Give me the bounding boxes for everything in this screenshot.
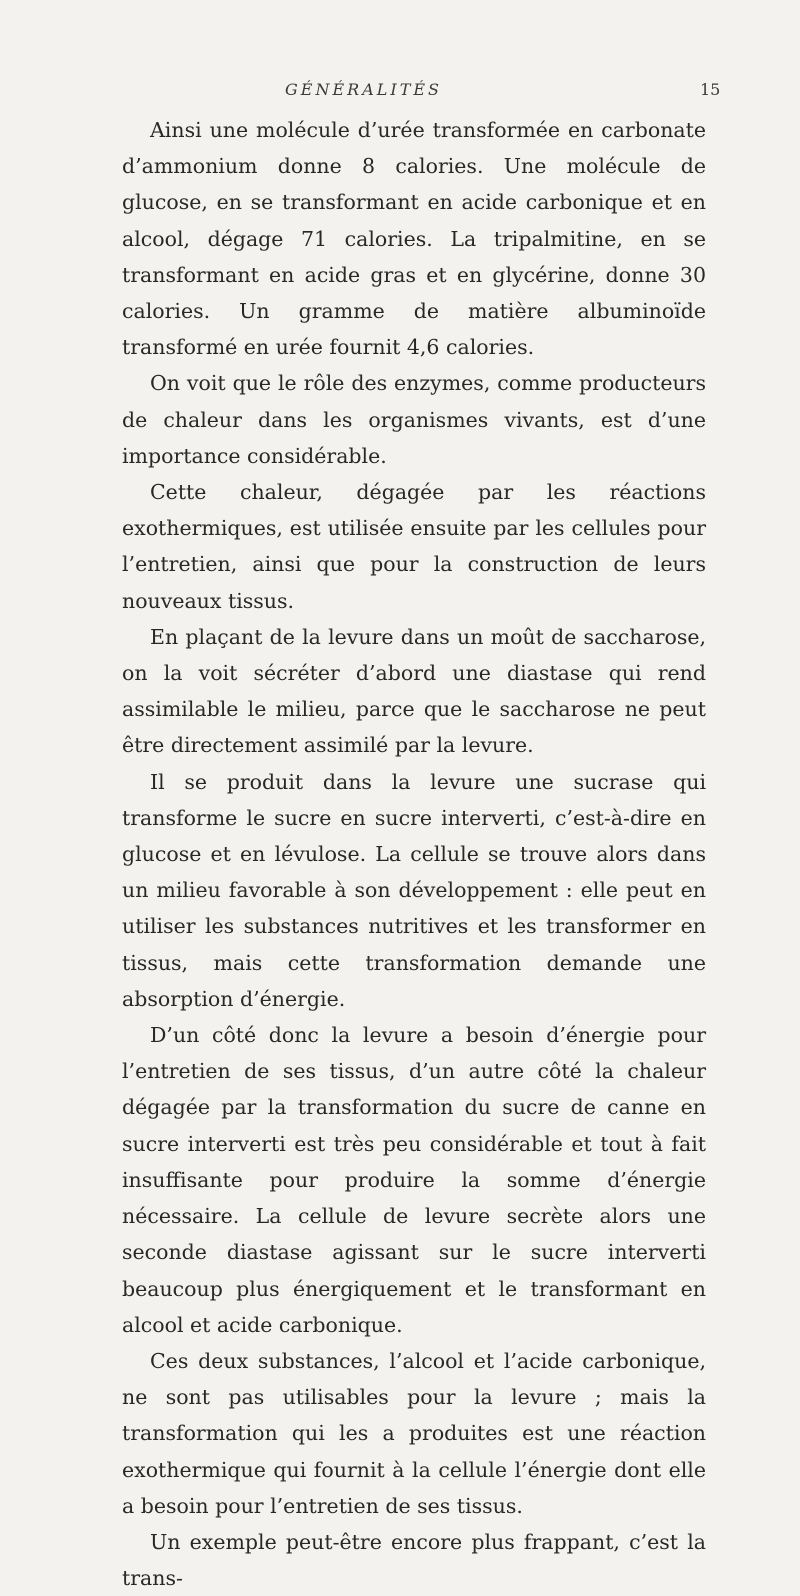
paragraph: Ainsi une molécule d’urée transformée en carbonate d’ammonium donne 8 calories. Une molécule de glucose, en se transformant en acide carbonique et en alcool, dégage 71 calories. La tripalmitine, en se transformant en acide gras et en glycérine, donne 30 calories. Un gramme de matière albuminoïde transformé en urée fournit 4,6 calories.	[122, 118, 706, 360]
paragraph: D’un côté donc la levure a besoin d’énergie pour l’entretien de ses tissus, d’un autre côté la chaleur dégagée par la transformation du sucre de canne en sucre interverti est très peu considérable et tout à fait insuffisante pour produire la somme d’énergie nécessaire. La cellule de levure secrète alors une seconde diastase agissant sur le sucre interverti beaucoup plus énergiquement et le transformant en alcool et acide carbonique.	[122, 1023, 706, 1337]
paragraph: Il se produit dans la levure une sucrase qui transforme le sucre en sucre interverti, c’est-à-dire en glucose et en lévulose. La cellule se trouve alors dans un milieu favorable à son développement : elle peut en utiliser les substances nutritives et les transformer en tissus, mais cette transformation demande une absorption d’énergie.	[122, 769, 706, 1011]
paragraph: Un exemple peut-être encore plus frappant, c’est la trans-	[122, 1529, 706, 1591]
paragraph: En plaçant de la levure dans un moût de saccharose, on la voit sécréter d’abord une diastase qui rend assimilable le milieu, parce que le saccharose ne peut être directement assimilé par la levure.	[122, 624, 706, 758]
page-number: 15	[700, 80, 721, 99]
body-text	[122, 112, 706, 1596]
paragraph: Cette chaleur, dégagée par les réactions exothermiques, est utilisée ensuite par les cellules pour l’entretien, ainsi que pour la construction de leurs nouveaux tissus.	[122, 480, 706, 613]
paragraph: Ces deux substances, l’alcool et l’acide carbonique, ne sont pas utilisables pour la levure ; mais la transformation qui les a produites est une réaction exothermique qui fournit à la cellule l’énergie dont elle a besoin pour l’entretien de ses tissus.	[122, 1348, 706, 1518]
paragraph: On voit que le rôle des enzymes, comme producteurs de chaleur dans les organismes vivants, est d’une importance considérable.	[122, 371, 706, 468]
running-title: GÉNÉRALITÉS	[285, 80, 442, 99]
